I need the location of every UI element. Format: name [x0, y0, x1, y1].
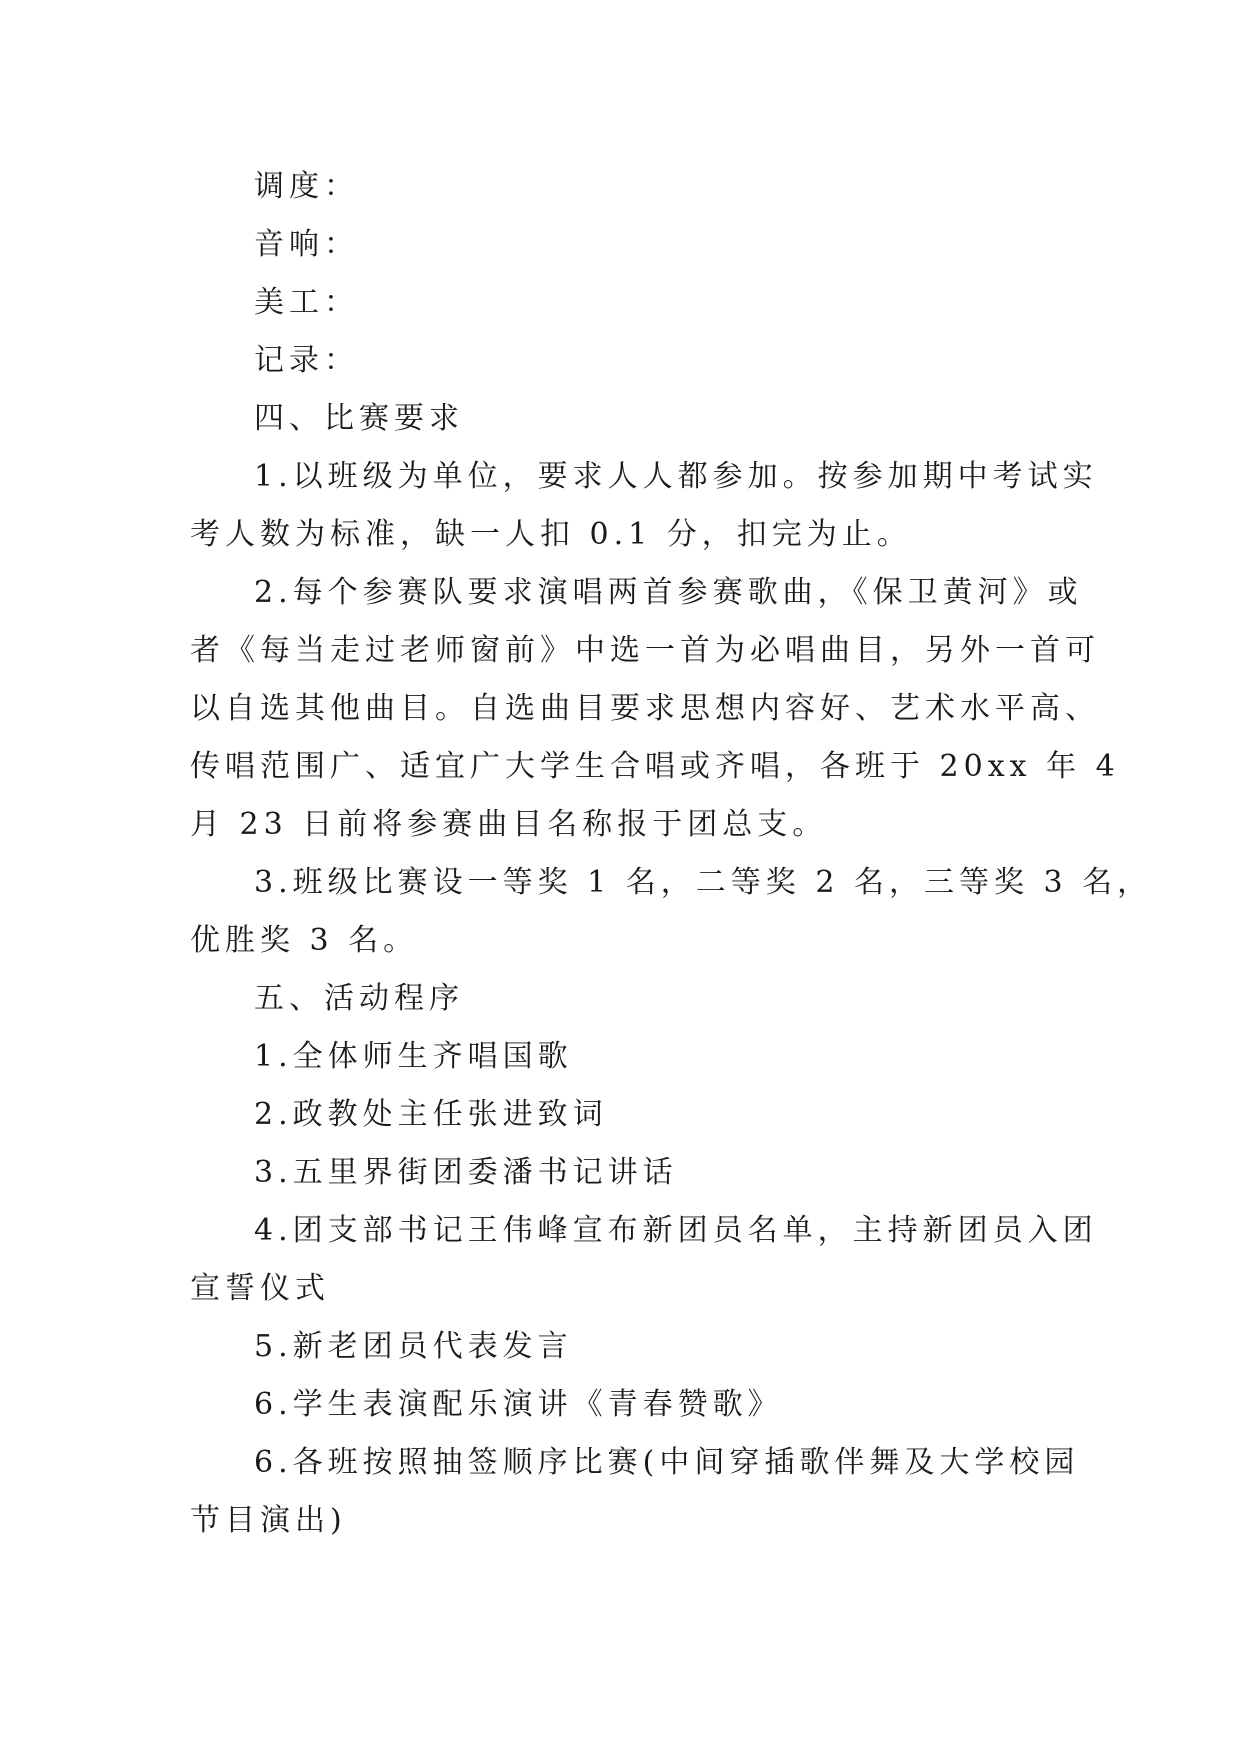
- text-line: 3.班级比赛设一等奖 1 名，二等奖 2 名，三等奖 3 名，: [254, 865, 1153, 900]
- text-line: 2.每个参赛队要求演唱两首参赛歌曲，《保卫黄河》或: [254, 575, 1083, 610]
- text-line: 节目演出): [190, 1503, 347, 1538]
- text-line: 者《每当走过老师窗前》中选一首为必唱曲目，另外一首可: [190, 633, 1100, 668]
- text-line: 宣誓仪式: [190, 1271, 330, 1306]
- text-line: 5.新老团员代表发言: [254, 1329, 573, 1364]
- section-heading: 四、比赛要求: [254, 401, 464, 436]
- text-line: 6.学生表演配乐演讲《青春赞歌》: [254, 1387, 783, 1422]
- text-line: 1.全体师生齐唱国歌: [254, 1039, 573, 1074]
- section-heading: 五、活动程序: [254, 981, 464, 1016]
- document-body: [190, 158, 1153, 1550]
- text-line: 记录：: [254, 343, 359, 378]
- text-line: 月 23 日前将参赛曲目名称报于团总支。: [190, 807, 828, 842]
- text-line: 6.各班按照抽签顺序比赛(中间穿插歌伴舞及大学校园: [254, 1445, 1080, 1480]
- text-line: 音响：: [254, 227, 359, 262]
- text-line: 调度：: [254, 169, 359, 204]
- text-line: 考人数为标准，缺一人扣 0.1 分，扣完为止。: [190, 517, 912, 552]
- text-line: 以自选其他曲目。自选曲目要求思想内容好、艺术水平高、: [190, 691, 1100, 726]
- text-line: 1.以班级为单位，要求人人都参加。按参加期中考试实: [254, 459, 1098, 494]
- text-line: 优胜奖 3 名。: [190, 923, 419, 958]
- text-line: 传唱范围广、适宜广大学生合唱或齐唱，各班于 20xx 年 4: [190, 749, 1120, 784]
- text-line: 3.五里界街团委潘书记讲话: [254, 1155, 678, 1190]
- text-line: 美工：: [254, 285, 359, 320]
- text-line: 4.团支部书记王伟峰宣布新团员名单，主持新团员入团: [254, 1213, 1098, 1248]
- text-line: 2.政教处主任张进致词: [254, 1097, 608, 1132]
